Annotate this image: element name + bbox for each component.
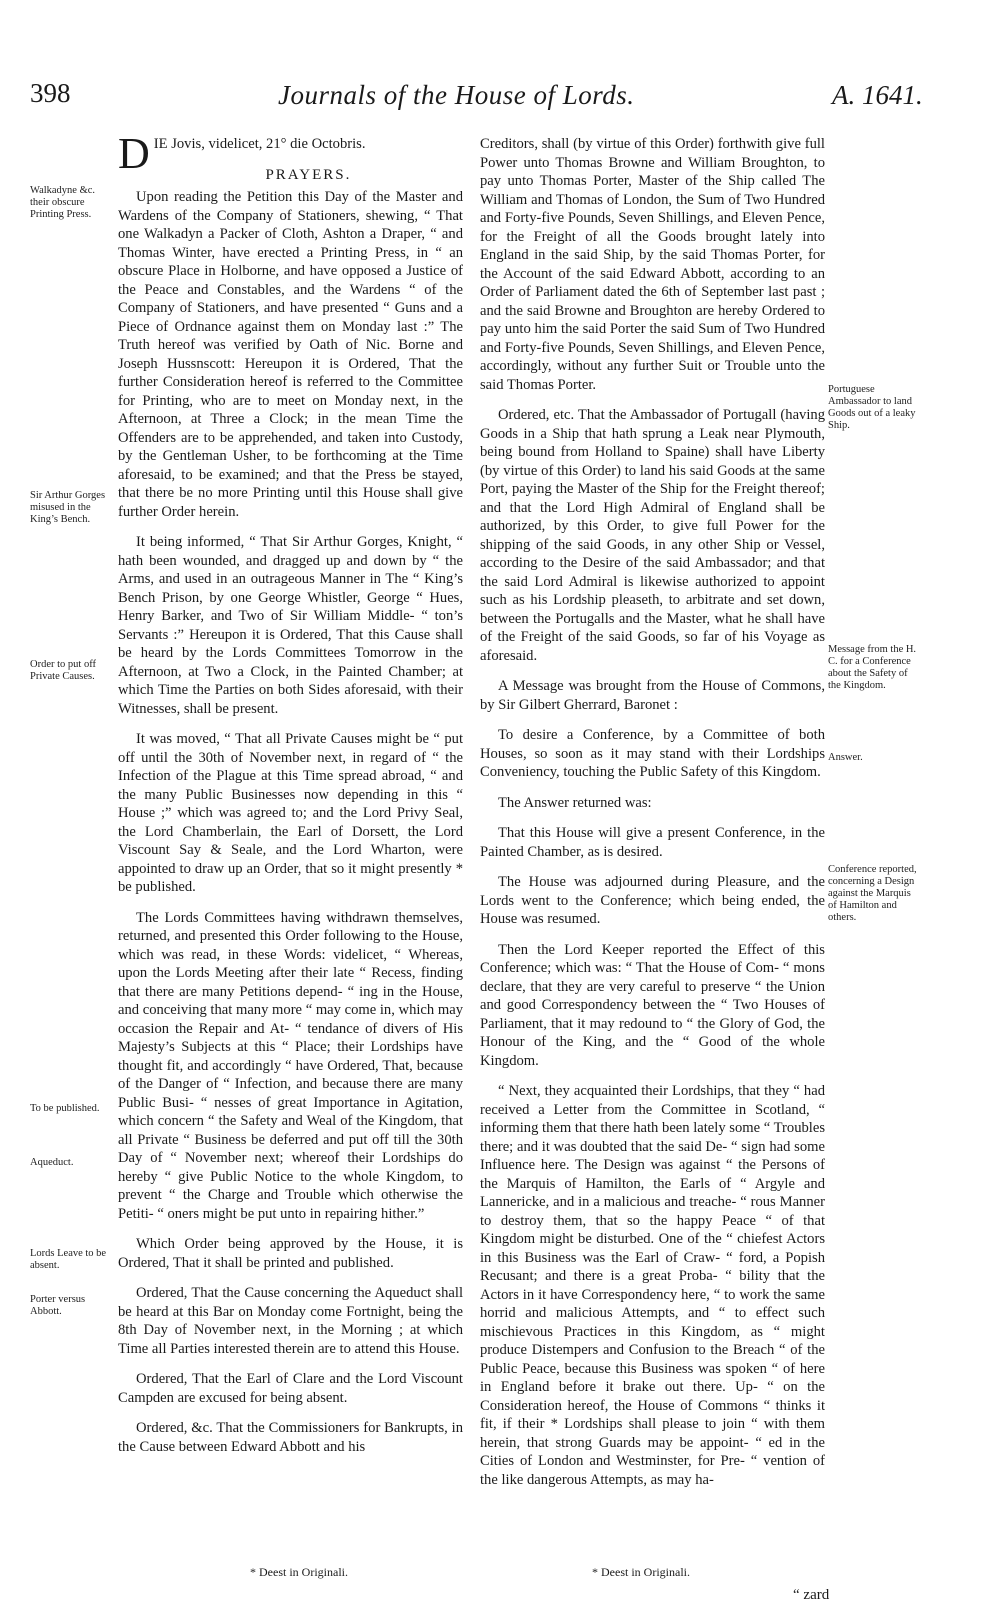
- margin-note-answer: Answer.: [828, 752, 863, 763]
- paragraph-lord-keeper-report: Then the Lord Keeper reported the Effect of this Conference; which was: “ That the House of Com- “ mons declare, that they are very careful to preserve “ the Union and good Correspondency between the “ Two Houses of Parliament, that it may redound to “ the Glory of God, the Honour of the King, and the “ Good of the whole Kingdom.: [480, 941, 825, 1069]
- paragraph-portugal-ambassador: Ordered, etc. That the Ambassador of Portugall (having Goods in a Ship that hath sprung a Leak near Plymouth, being bound from Holland to Spaine) shall have Liberty (by virtue of this Order) to land his said Goods at the same Port, paying the Master of the Ship for the Freight thereof; and that the Lord High Admiral of England shall be authorized, by this Order, to give full Power for the shipping of the said Goods, in any other Ship or Vessel, according to the Desire of the said Ambassador; and that the said Lord Admiral is likewise authorized to appoint such as his Lordship pleaseth, to arbitrate and set down, between the Portugalls and the Master, what he shall have of the Freight of the said Goods, so far of his Voyage as aforesaid.: [480, 407, 825, 664]
- left-column: [118, 129, 463, 1468]
- paragraph-aqueduct: Ordered, That the Cause concerning the Aqueduct shall be heard at this Bar on Monday come Fortnight, being the 8th Day of November next, in the Morning ; at which Time all Parties interested therein are to attend this House.: [118, 1285, 463, 1357]
- margin-note-to-be-published: To be published.: [30, 1103, 100, 1114]
- margin-note-private-causes: Order to put off Private Causes.: [30, 659, 96, 682]
- margin-note-printing-press: Walkadyne &c. their obscure Printing Press.: [30, 185, 96, 220]
- paragraph-present-conference: That this House will give a present Conference, in the Painted Chamber, as is desired.: [480, 825, 825, 860]
- paragraph-conference-request: To desire a Conference, by a Committee of both Houses, so soon as it may stand with their Lordships Conveniency, touching the Public Safety of this Kingdom.: [480, 727, 825, 780]
- margin-note-porter-abbott: Porter versus Abbott.: [30, 1294, 86, 1317]
- prayers-heading: PRAYERS.: [265, 166, 352, 183]
- margin-note-commons-message: Message from the H. C. for a Conference about the Safety of the Kingdom.: [828, 644, 917, 691]
- paragraph-committee-order: The Lords Committees having withdrawn themselves, returned, and presented this Order following to the House, which was read, in these Words: videlicet, “ Whereas, upon the Lords Meeting after their late “ Recess, finding that there are many Petitions depend- “ ing in the House, and conceiving that many more “ may come in, which may occasion the Repair and At- “ tendance of divers of His Majesty’s Subjects at this “ Place; their Lordships have thought fit, and accordingly “ have Ordered, That, because of the Danger of “ Infection, and because there are many Public Busi- “ nesses of great Importance in Agitation, which concern “ the Safety and Weal of the Kingdom, that all Private “ Business be deferred and put off till the 30th Day of “ November next; whereof their Lordships do hereby “ give Public Notice to the whole Kingdom, to prevent “ the Charge and Trouble which otherwise the Petiti- “ oners might be put unto in repairing hither.”: [118, 909, 463, 1222]
- margin-note-aqueduct: Aqueduct.: [30, 1157, 74, 1168]
- drop-cap: D: [118, 129, 150, 178]
- paragraph-creditors: Creditors, shall (by virtue of this Order) forthwith give full Power unto Thomas Browne and William Broughton, to pay unto Thomas Porter, Master of the Ship called The William and Thomas of London, the Sum of Two Hundred and Forty-five Pounds, Seven Shillings, and Eleven Pence, for the Freight of all the Goods brought lately into England in the said Ship, by the said Thomas Porter, for the Account of the said Edward Abbott, according to an Order of Parliament dated the 6th of September last past ; and the said Browne and Broughton are hereby Ordered to pay unto him the said Porter the said Sum of Two Hundred and Forty-five Pounds, Seven Shillings, and Eleven Pence, accordingly, without any further Suit or Trouble unto the said Thomas Porter.: [480, 136, 825, 393]
- footnote-right: * Deest in Originali.: [592, 1565, 690, 1579]
- right-column: [480, 135, 825, 1501]
- margin-note-lords-leave: Lords Leave to be absent.: [30, 1248, 107, 1271]
- paragraph-stationers-petition: Upon reading the Petition this Day of the Master and Wardens of the Company of Stationers, shewing, “ That one Walkadyn a Packer of Cloth, Ashton a Draper, “ and Thomas Winter, have erected a Printing Press, in “ an obscure Place in Holborne, and have opposed a Justice of the Peace and Constables, and the Wardens “ of the Company of Stationers, and have presented “ Guns and a Piece of Ordnance against them on Monday last :” The Truth hereof was verified by Oath of Nic. Borne and Joseph Hussnscott: Hereupon it is Ordered, That the further Consideration hereof is referred to the Committee for Printing, who are to meet on Monday next, in the Afternoon, at Three a Clock; in the mean Time the Offenders are to be apprehended, and taken into Custody, by the Gentleman Usher, to be forthcoming at the Time aforesaid, to be examined; and that the Press be stayed, that there be no more Printing until this House shall give further Order herein.: [118, 189, 463, 520]
- paragraph-scotland-letter: “ Next, they acquainted their Lordships, that they “ had received a Letter from the Committee in Scotland, “ informing them that there hath been lately some “ Troubles there; and it was doubted that the said De- “ sign had some Influence here. The Design was against “ the Persons of the Marquis of Hamilton, the Earls of “ Argyle and Lannericke, and in a malicious and treache- “ rous Manner to destroy them, that so the happy Peace “ of that Kingdom might be disturbed. One of the “ chiefest Actors in this Business was the Earl of Craw- “ ford, a Popish Recusant; and there is a great Proba- “ bility that the Actors in it have Correspondency here, “ to work the same horrid and malicious Attempts, and “ to effect such mischievous Practices in this Kingdom, as “ might produce Distempers and Confusion to the Breach “ of the Public Peace, because this Business was spoken “ of here in England before it brake out there. Up- “ on the Consideration hereof, the House of Commons “ thinks it fit, if their * Lordships shall please to join “ with them herein, that strong Guards may be appoint- “ ed in the Cities of London and Westminster, for Pre- “ vention of the like dangerous Attempts, as may ha-: [480, 1083, 825, 1488]
- paragraph-private-causes: It was moved, “ That all Private Causes might be “ put off until the 30th of November next, in regard of “ the Infection of the Plague at this Time spread abroad, “ and the many Public Businesses now depending in this “ House ;” which was agreed to; and the Lord Privy Seal, the Lord Chamberlain, the Earl of Dorsett, the Lord Viscount Say & Seale, and the Lord Wharton, were appointed to draw up an Order, that so it might presently * be published.: [118, 731, 463, 895]
- page-number: 398: [30, 78, 71, 108]
- session-date: IE Jovis, videlicet, 21° die Octobris.: [153, 136, 366, 152]
- paragraph-answer-returned: The Answer returned was:: [498, 794, 652, 811]
- year-heading: A. 1641.: [832, 80, 923, 110]
- margin-note-portugal-ambassador: Portuguese Ambassador to land Goods out of a leaky Ship.: [828, 384, 916, 431]
- paragraph-bankrupts: Ordered, &c. That the Commissioners for Bankrupts, in the Cause between Edward Abbott and his: [118, 1420, 463, 1455]
- running-title: Journals of the House of Lords.: [278, 80, 635, 110]
- catchword: “ zard: [793, 1587, 830, 1603]
- paragraph-arthur-gorges: It being informed, “ That Sir Arthur Gorges, Knight, “ hath been wounded, and dragged up and down by “ the Arms, and used in an outrageous Manner in The “ King’s Bench Prison, by one George Whistler, George “ Hues, Henry Barker, and Two of Sir William Middle- “ ton’s Servants :” Hereupon it is Ordered, That this Cause shall be heard by the Lords Committees Tomorrow in the Afternoon, at Two a Clock, in the Painted Chamber; at which Time the Parties on both Sides aforesaid, with their Witnesses, shall be present.: [118, 534, 463, 717]
- footnote-left: * Deest in Originali.: [250, 1565, 348, 1579]
- margin-note-arthur-gorges: Sir Arthur Gorges misused in the King’s Bench.: [30, 490, 106, 525]
- margin-note-conference-reported: Conference reported, concerning a Design against the Marquis of Hamilton and others.: [828, 864, 917, 923]
- paragraph-commons-message: A Message was brought from the House of Commons, by Sir Gilbert Gherrard, Baronet :: [480, 678, 825, 713]
- paragraph-lords-absent: Ordered, That the Earl of Clare and the Lord Viscount Campden are excused for being absent.: [118, 1371, 463, 1406]
- paragraph-order-approved: Which Order being approved by the House, it is Ordered, That it shall be printed and published.: [118, 1236, 463, 1271]
- paragraph-house-adjourned: The House was adjourned during Pleasure, and the Lords went to the Conference; which being ended, the House was resumed.: [480, 874, 825, 927]
